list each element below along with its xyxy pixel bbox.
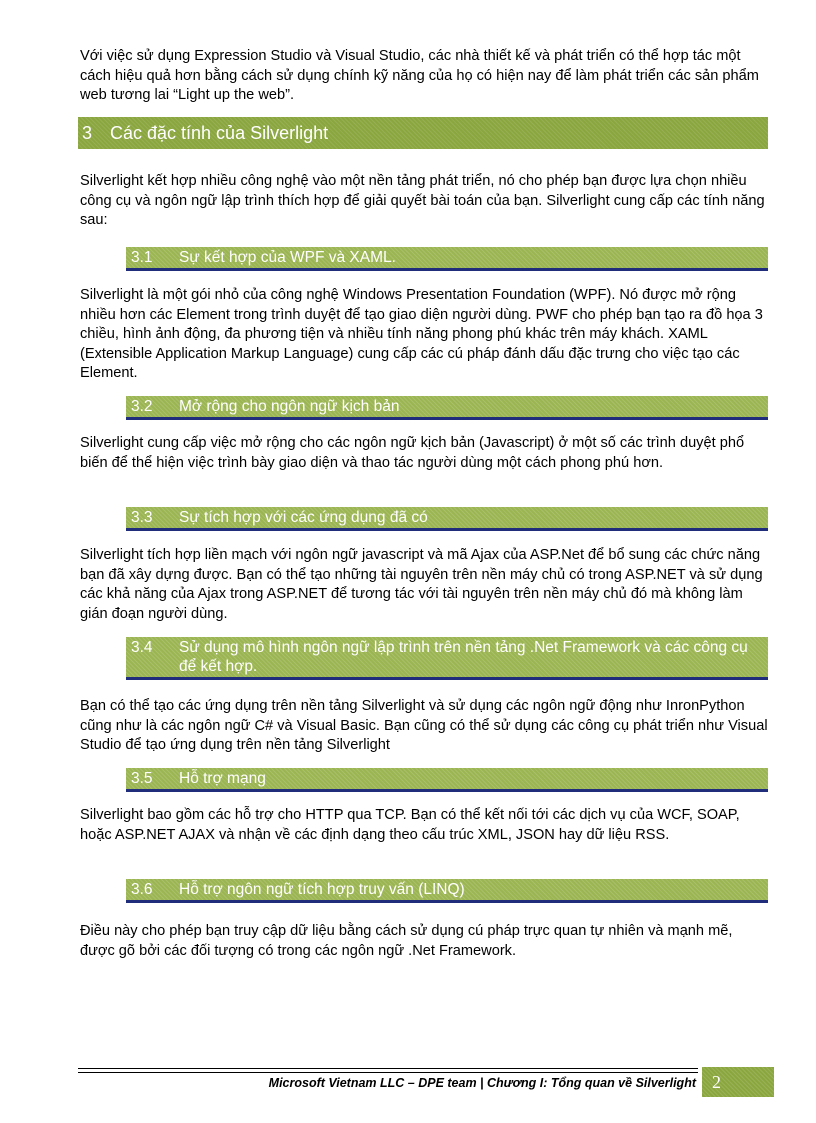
subsection-3-4-heading	[126, 637, 768, 680]
footer-text: Microsoft Vietnam LLC – DPE team | Chương I: Tổng quan về Silverlight	[268, 1076, 696, 1090]
page-number: 2	[702, 1067, 774, 1097]
subsection-3-6-body: Điều này cho phép bạn truy cập dữ liệu bằng cách sử dụng cú pháp trực quan tự nhiên và mạnh mẽ, được gõ bởi các đối tượng có trong các ngôn ngữ .Net Framework.	[80, 923, 733, 959]
subsection-3-1-title: Sự kết hợp của WPF và XAML.	[179, 249, 396, 266]
subsection-3-3-heading	[126, 507, 768, 531]
subsection-3-5-body: Silverlight bao gồm các hỗ trợ cho HTTP qua TCP. Bạn có thể kết nối tới các dịch vụ của WCF, SOAP, hoặc ASP.NET AJAX và nhận về các định dạng theo cấu trúc XML, JSON hay dữ liệu RSS.	[80, 807, 740, 843]
subsection-3-4-title: Sử dụng mô hình ngôn ngữ lập trình trên nền tảng .Net Framework và các công cụ để kết hợp.	[179, 639, 748, 675]
subsection-3-6-number: 3.6	[131, 881, 153, 898]
subsection-3-4-body: Bạn có thể tạo các ứng dụng trên nền tảng Silverlight và sử dụng các ngôn ngữ động như InronPython cũng như là các ngôn ngữ C# và Visual Basic. Bạn cũng có thể sử dụng các công cụ phát triển như Visual Studio để tạo ứng dụng trên nền tảng Silverlight	[80, 698, 768, 753]
section-3-title: Các đặc tính của Silverlight	[110, 123, 329, 143]
subsection-3-5-title: Hỗ trợ mạng	[179, 770, 266, 787]
subsection-3-1-heading	[126, 247, 768, 271]
subsection-3-2-body: Silverlight cung cấp việc mở rộng cho các ngôn ngữ kịch bản (Javascript) ở một số các trình duyệt phổ biến để thể hiện việc trình bày giao diện và thao tác người dùng một cách phong phú hơn.	[80, 435, 745, 471]
subsection-3-2-number: 3.2	[131, 398, 153, 415]
subsection-3-3-title: Sự tích hợp với các ứng dụng đã có	[179, 509, 428, 526]
subsection-3-1-body: Silverlight là một gói nhỏ của công nghệ Windows Presentation Foundation (WPF). Nó được mở rộng nhiều hơn các Element trong trình duyệt để tạo giao diện người dùng. PWF cho phép bạn tạo ra đồ họa 3 chiều, hình ảnh động, đa phương tiện và nhiều tính năng phong phú khác trên máy khách. XAML (Extensible Application Markup Language) cung cấp các cú pháp đánh dấu đặc trưng cho việc tạo các Element.	[80, 287, 763, 381]
subsection-3-4-number: 3.4	[131, 639, 153, 656]
subsection-3-3-body: Silverlight tích hợp liền mạch với ngôn ngữ javascript và mã Ajax của ASP.Net để bổ sung các chức năng bạn đã xây dựng được. Bạn có thể tạo những tài nguyên trên nền máy chủ có trong ASP.NET và sử dụng các khả năng của Ajax trong ASP.NET để tương tác với tài nguyên trên nền máy chủ đó mà không làm gián đoạn người dùng.	[80, 547, 763, 622]
footer-rule-bottom	[78, 1072, 698, 1073]
subsection-3-6-heading	[126, 879, 768, 903]
subsection-3-5-number: 3.5	[131, 770, 153, 787]
footer-rule-top	[78, 1068, 698, 1069]
section-3-intro: Silverlight kết hợp nhiều công nghệ vào một nền tảng phát triển, nó cho phép bạn được lựa chọn nhiều công cụ và ngôn ngữ lập trình thích hợp để giải quyết bài toán của bạn. Silverlight cung cấp các tính năng sau:	[80, 173, 765, 228]
subsection-3-2-title: Mở rộng cho ngôn ngữ kịch bản	[179, 398, 400, 415]
subsection-3-5-heading	[126, 768, 768, 792]
subsection-3-3-number: 3.3	[131, 509, 153, 526]
subsection-3-1-number: 3.1	[131, 249, 153, 266]
intro-paragraph: Với việc sử dụng Expression Studio và Visual Studio, các nhà thiết kế và phát triển có thể hợp tác một cách hiệu quả hơn bằng cách sử dụng chính kỹ năng của họ có hiện nay để làm phát triển các sản phẩm web tương lai “Light up the web”.	[80, 48, 759, 103]
subsection-3-2-heading	[126, 396, 768, 420]
section-3-number: 3	[82, 123, 93, 143]
subsection-3-6-title: Hỗ trợ ngôn ngữ tích hợp truy vấn (LINQ)	[179, 881, 465, 898]
section-3-heading	[78, 117, 768, 149]
